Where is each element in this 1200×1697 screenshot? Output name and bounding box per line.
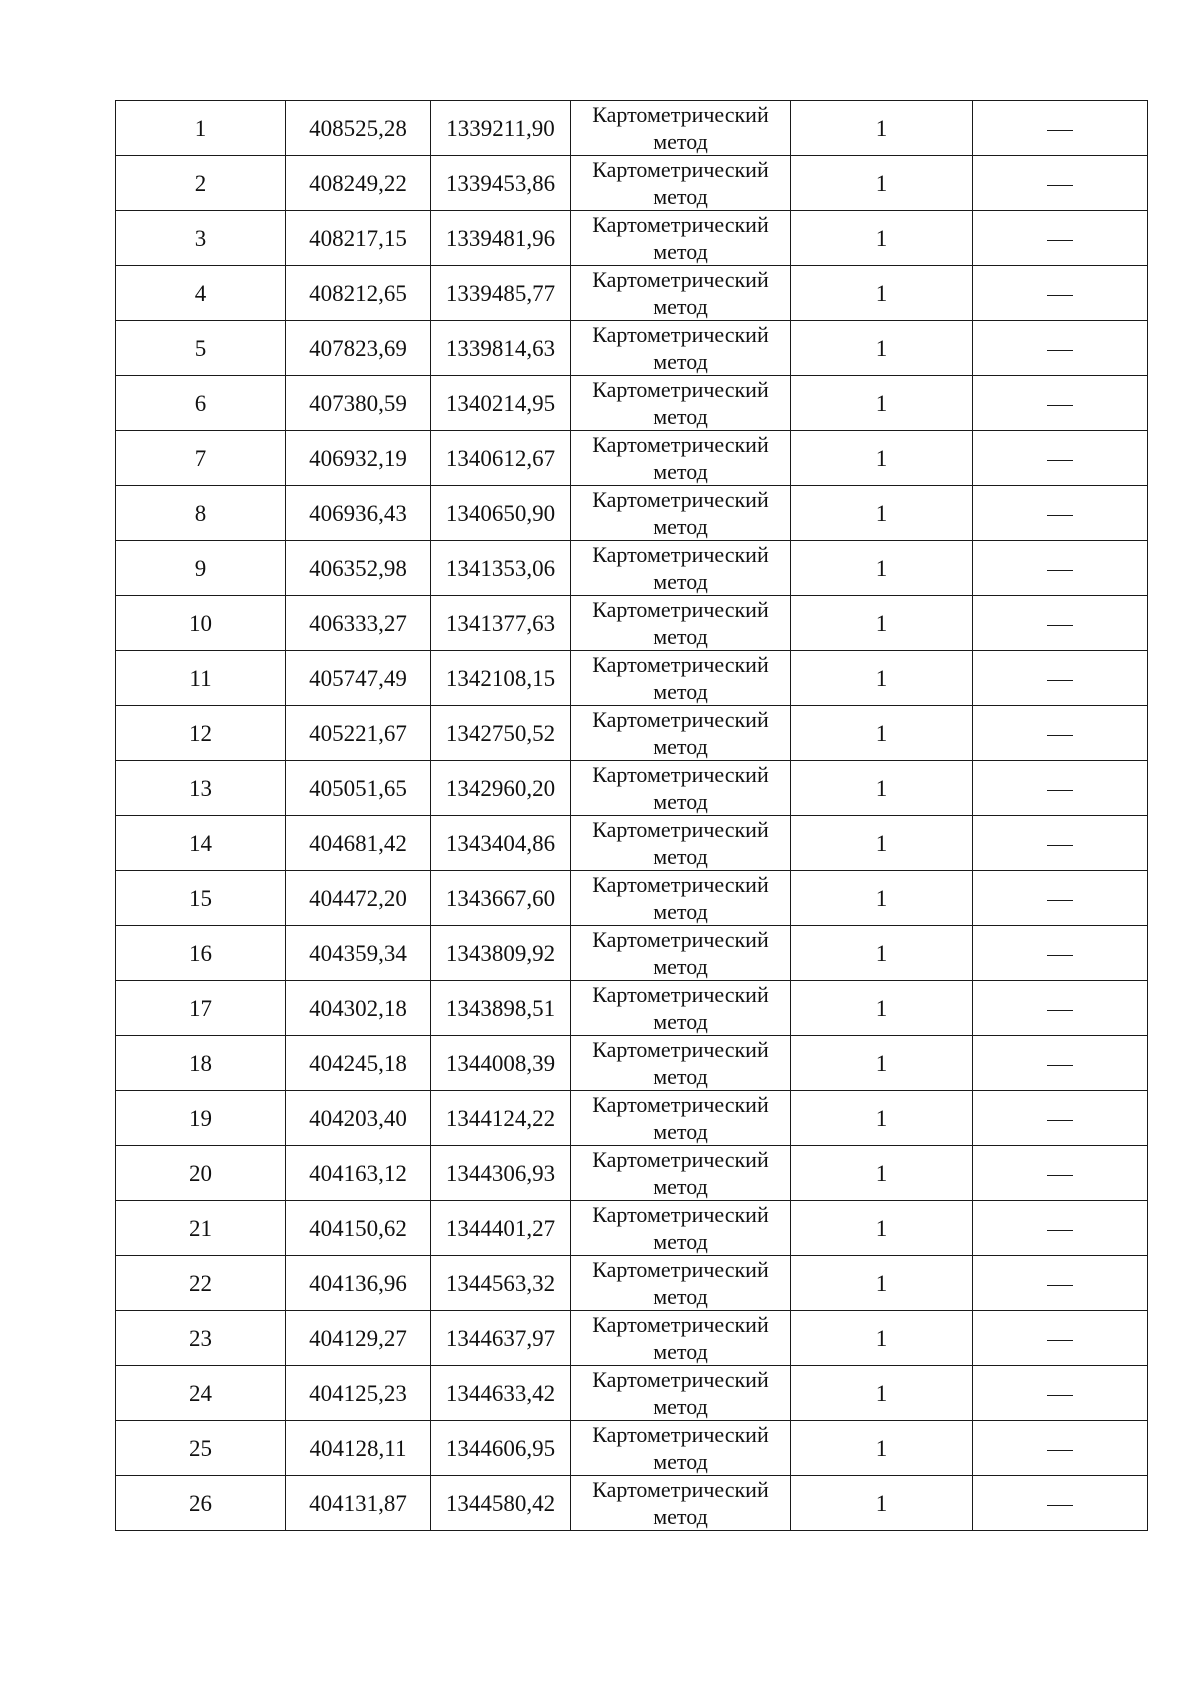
method-cell [571, 1201, 791, 1256]
point-number-cell: 13 [116, 761, 286, 816]
table-row [116, 1366, 1148, 1421]
table-row [116, 541, 1148, 596]
method-cell [571, 431, 791, 486]
method-line-2: метод [653, 734, 708, 759]
table-row [116, 926, 1148, 981]
method-line-1: Картометрический [592, 1477, 769, 1502]
y-coordinate-cell: 1344124,22 [431, 1091, 571, 1146]
accuracy-cell: 1 [791, 871, 973, 926]
note-cell [973, 1146, 1148, 1201]
x-coordinate-cell: 404359,34 [286, 926, 431, 981]
method-line-1: Картометрический [592, 1202, 769, 1227]
x-coordinate-cell: 408525,28 [286, 101, 431, 156]
point-number-cell: 18 [116, 1036, 286, 1091]
method-cell [571, 761, 791, 816]
method-cell [571, 1036, 791, 1091]
table-row [116, 761, 1148, 816]
accuracy-cell: 1 [791, 1091, 973, 1146]
note-cell [973, 816, 1148, 871]
x-coordinate-cell: 404150,62 [286, 1201, 431, 1256]
accuracy-cell: 1 [791, 211, 973, 266]
y-coordinate-cell: 1339481,96 [431, 211, 571, 266]
method-line-2: метод [653, 459, 708, 484]
method-cell [571, 156, 791, 211]
x-coordinate-cell: 404128,11 [286, 1421, 431, 1476]
method-line-2: метод [653, 1449, 708, 1474]
note-cell [973, 1201, 1148, 1256]
accuracy-cell: 1 [791, 486, 973, 541]
table-row [116, 651, 1148, 706]
point-number-cell: 6 [116, 376, 286, 431]
table-row [116, 1091, 1148, 1146]
point-number-cell: 2 [116, 156, 286, 211]
point-number-cell: 3 [116, 211, 286, 266]
table-row [116, 156, 1148, 211]
accuracy-cell: 1 [791, 431, 973, 486]
dash-mark [1047, 1010, 1073, 1011]
x-coordinate-cell: 405051,65 [286, 761, 431, 816]
method-line-2: метод [653, 899, 708, 924]
method-cell [571, 1256, 791, 1311]
point-number-cell: 7 [116, 431, 286, 486]
accuracy-cell: 1 [791, 651, 973, 706]
point-number-cell: 10 [116, 596, 286, 651]
method-cell [571, 266, 791, 321]
method-cell [571, 541, 791, 596]
dash-mark [1047, 350, 1073, 351]
x-coordinate-cell: 405747,49 [286, 651, 431, 706]
table-row [116, 1421, 1148, 1476]
note-cell [973, 1476, 1148, 1531]
method-line-2: метод [653, 679, 708, 704]
x-coordinate-cell: 404163,12 [286, 1146, 431, 1201]
y-coordinate-cell: 1344580,42 [431, 1476, 571, 1531]
dash-mark [1047, 625, 1073, 626]
point-number-cell: 11 [116, 651, 286, 706]
note-cell [973, 871, 1148, 926]
y-coordinate-cell: 1343898,51 [431, 981, 571, 1036]
method-cell [571, 926, 791, 981]
method-line-2: метод [653, 1394, 708, 1419]
dash-mark [1047, 295, 1073, 296]
accuracy-cell: 1 [791, 1311, 973, 1366]
method-line-1: Картометрический [592, 542, 769, 567]
note-cell [973, 101, 1148, 156]
point-number-cell: 25 [116, 1421, 286, 1476]
y-coordinate-cell: 1343404,86 [431, 816, 571, 871]
method-line-2: метод [653, 294, 708, 319]
point-number-cell: 15 [116, 871, 286, 926]
table-row [116, 596, 1148, 651]
y-coordinate-cell: 1344637,97 [431, 1311, 571, 1366]
dash-mark [1047, 185, 1073, 186]
y-coordinate-cell: 1344633,42 [431, 1366, 571, 1421]
accuracy-cell: 1 [791, 1201, 973, 1256]
x-coordinate-cell: 406932,19 [286, 431, 431, 486]
y-coordinate-cell: 1343809,92 [431, 926, 571, 981]
point-number-cell: 19 [116, 1091, 286, 1146]
table-row [116, 486, 1148, 541]
method-cell [571, 1091, 791, 1146]
method-line-2: метод [653, 954, 708, 979]
method-line-1: Картометрический [592, 982, 769, 1007]
y-coordinate-cell: 1340612,67 [431, 431, 571, 486]
method-cell [571, 651, 791, 706]
dash-mark [1047, 790, 1073, 791]
method-cell [571, 981, 791, 1036]
table-row [116, 871, 1148, 926]
method-line-1: Картометрический [592, 377, 769, 402]
y-coordinate-cell: 1344606,95 [431, 1421, 571, 1476]
x-coordinate-cell: 408212,65 [286, 266, 431, 321]
accuracy-cell: 1 [791, 156, 973, 211]
dash-mark [1047, 1395, 1073, 1396]
note-cell [973, 1256, 1148, 1311]
x-coordinate-cell: 405221,67 [286, 706, 431, 761]
table-row [116, 981, 1148, 1036]
method-line-1: Картометрический [592, 157, 769, 182]
method-line-2: метод [653, 404, 708, 429]
method-line-1: Картометрический [592, 1257, 769, 1282]
method-line-1: Картометрический [592, 322, 769, 347]
accuracy-cell: 1 [791, 321, 973, 376]
method-line-2: метод [653, 1339, 708, 1364]
table-row [116, 376, 1148, 431]
dash-mark [1047, 460, 1073, 461]
method-line-1: Картометрический [592, 817, 769, 842]
table-row [116, 1256, 1148, 1311]
method-cell [571, 1476, 791, 1531]
method-cell [571, 1311, 791, 1366]
method-cell [571, 596, 791, 651]
note-cell [973, 486, 1148, 541]
table-body [116, 101, 1148, 1531]
point-number-cell: 14 [116, 816, 286, 871]
note-cell [973, 431, 1148, 486]
dash-mark [1047, 955, 1073, 956]
method-line-1: Картометрический [592, 707, 769, 732]
accuracy-cell: 1 [791, 816, 973, 871]
note-cell [973, 211, 1148, 266]
x-coordinate-cell: 408217,15 [286, 211, 431, 266]
y-coordinate-cell: 1339453,86 [431, 156, 571, 211]
table-row [116, 816, 1148, 871]
method-line-1: Картометрический [592, 1092, 769, 1117]
method-line-2: метод [653, 624, 708, 649]
x-coordinate-cell: 404302,18 [286, 981, 431, 1036]
method-line-1: Картометрический [592, 1312, 769, 1337]
accuracy-cell: 1 [791, 376, 973, 431]
dash-mark [1047, 680, 1073, 681]
point-number-cell: 23 [116, 1311, 286, 1366]
accuracy-cell: 1 [791, 1421, 973, 1476]
method-line-2: метод [653, 184, 708, 209]
y-coordinate-cell: 1339814,63 [431, 321, 571, 376]
accuracy-cell: 1 [791, 926, 973, 981]
x-coordinate-cell: 408249,22 [286, 156, 431, 211]
method-line-2: метод [653, 1229, 708, 1254]
x-coordinate-cell: 407380,59 [286, 376, 431, 431]
table-row [116, 101, 1148, 156]
table-row [116, 431, 1148, 486]
method-cell [571, 1146, 791, 1201]
note-cell [973, 1091, 1148, 1146]
method-line-2: метод [653, 514, 708, 539]
accuracy-cell: 1 [791, 266, 973, 321]
y-coordinate-cell: 1342960,20 [431, 761, 571, 816]
method-line-2: метод [653, 569, 708, 594]
note-cell [973, 926, 1148, 981]
y-coordinate-cell: 1344008,39 [431, 1036, 571, 1091]
note-cell [973, 1366, 1148, 1421]
table-row [116, 1036, 1148, 1091]
method-line-1: Картометрический [592, 597, 769, 622]
y-coordinate-cell: 1344563,32 [431, 1256, 571, 1311]
note-cell [973, 321, 1148, 376]
dash-mark [1047, 1450, 1073, 1451]
accuracy-cell: 1 [791, 981, 973, 1036]
method-cell [571, 321, 791, 376]
point-number-cell: 26 [116, 1476, 286, 1531]
x-coordinate-cell: 404203,40 [286, 1091, 431, 1146]
x-coordinate-cell: 404136,96 [286, 1256, 431, 1311]
note-cell [973, 1311, 1148, 1366]
dash-mark [1047, 240, 1073, 241]
method-line-1: Картометрический [592, 267, 769, 292]
y-coordinate-cell: 1340214,95 [431, 376, 571, 431]
y-coordinate-cell: 1344401,27 [431, 1201, 571, 1256]
table-row [116, 266, 1148, 321]
x-coordinate-cell: 404129,27 [286, 1311, 431, 1366]
method-cell [571, 211, 791, 266]
accuracy-cell: 1 [791, 596, 973, 651]
note-cell [973, 761, 1148, 816]
note-cell [973, 1421, 1148, 1476]
method-line-2: метод [653, 349, 708, 374]
note-cell [973, 376, 1148, 431]
accuracy-cell: 1 [791, 706, 973, 761]
method-line-1: Картометрический [592, 487, 769, 512]
x-coordinate-cell: 404125,23 [286, 1366, 431, 1421]
point-number-cell: 16 [116, 926, 286, 981]
method-line-2: метод [653, 1174, 708, 1199]
coordinates-table [115, 100, 1148, 1531]
table-row [116, 1476, 1148, 1531]
point-number-cell: 12 [116, 706, 286, 761]
method-line-1: Картометрический [592, 1422, 769, 1447]
note-cell [973, 541, 1148, 596]
dash-mark [1047, 1120, 1073, 1121]
method-line-1: Картометрический [592, 1037, 769, 1062]
dash-mark [1047, 900, 1073, 901]
x-coordinate-cell: 404245,18 [286, 1036, 431, 1091]
y-coordinate-cell: 1341377,63 [431, 596, 571, 651]
dash-mark [1047, 1340, 1073, 1341]
table-row [116, 1201, 1148, 1256]
method-cell [571, 376, 791, 431]
method-cell [571, 816, 791, 871]
accuracy-cell: 1 [791, 101, 973, 156]
note-cell [973, 651, 1148, 706]
method-line-1: Картометрический [592, 432, 769, 457]
dash-mark [1047, 735, 1073, 736]
method-line-2: метод [653, 1119, 708, 1144]
point-number-cell: 22 [116, 1256, 286, 1311]
note-cell [973, 1036, 1148, 1091]
point-number-cell: 21 [116, 1201, 286, 1256]
note-cell [973, 156, 1148, 211]
point-number-cell: 24 [116, 1366, 286, 1421]
y-coordinate-cell: 1339211,90 [431, 101, 571, 156]
point-number-cell: 8 [116, 486, 286, 541]
y-coordinate-cell: 1341353,06 [431, 541, 571, 596]
x-coordinate-cell: 406936,43 [286, 486, 431, 541]
y-coordinate-cell: 1340650,90 [431, 486, 571, 541]
accuracy-cell: 1 [791, 1256, 973, 1311]
method-line-2: метод [653, 129, 708, 154]
method-cell [571, 1366, 791, 1421]
method-line-1: Картометрический [592, 1147, 769, 1172]
x-coordinate-cell: 406333,27 [286, 596, 431, 651]
point-number-cell: 5 [116, 321, 286, 376]
accuracy-cell: 1 [791, 541, 973, 596]
method-line-2: метод [653, 1009, 708, 1034]
y-coordinate-cell: 1342108,15 [431, 651, 571, 706]
y-coordinate-cell: 1339485,77 [431, 266, 571, 321]
dash-mark [1047, 515, 1073, 516]
accuracy-cell: 1 [791, 1036, 973, 1091]
dash-mark [1047, 405, 1073, 406]
note-cell [973, 596, 1148, 651]
accuracy-cell: 1 [791, 761, 973, 816]
accuracy-cell: 1 [791, 1146, 973, 1201]
point-number-cell: 9 [116, 541, 286, 596]
method-line-1: Картометрический [592, 652, 769, 677]
method-line-2: метод [653, 789, 708, 814]
method-cell [571, 1421, 791, 1476]
dash-mark [1047, 570, 1073, 571]
point-number-cell: 4 [116, 266, 286, 321]
method-line-1: Картометрический [592, 102, 769, 127]
method-line-1: Картометрический [592, 872, 769, 897]
method-line-1: Картометрический [592, 927, 769, 952]
dash-mark [1047, 1175, 1073, 1176]
dash-mark [1047, 1505, 1073, 1506]
method-line-2: метод [653, 1284, 708, 1309]
point-number-cell: 20 [116, 1146, 286, 1201]
note-cell [973, 706, 1148, 761]
method-cell [571, 101, 791, 156]
dash-mark [1047, 130, 1073, 131]
table-row [116, 706, 1148, 761]
y-coordinate-cell: 1344306,93 [431, 1146, 571, 1201]
method-line-1: Картометрический [592, 212, 769, 237]
dash-mark [1047, 845, 1073, 846]
method-line-2: метод [653, 1064, 708, 1089]
method-line-2: метод [653, 844, 708, 869]
method-cell [571, 871, 791, 926]
table-row [116, 321, 1148, 376]
method-line-2: метод [653, 239, 708, 264]
dash-mark [1047, 1230, 1073, 1231]
method-cell [571, 486, 791, 541]
x-coordinate-cell: 404472,20 [286, 871, 431, 926]
dash-mark [1047, 1065, 1073, 1066]
y-coordinate-cell: 1342750,52 [431, 706, 571, 761]
method-line-1: Картометрический [592, 1367, 769, 1392]
method-line-2: метод [653, 1504, 708, 1529]
accuracy-cell: 1 [791, 1366, 973, 1421]
note-cell [973, 266, 1148, 321]
y-coordinate-cell: 1343667,60 [431, 871, 571, 926]
point-number-cell: 17 [116, 981, 286, 1036]
dash-mark [1047, 1285, 1073, 1286]
method-cell [571, 706, 791, 761]
table-row [116, 211, 1148, 266]
point-number-cell: 1 [116, 101, 286, 156]
note-cell [973, 981, 1148, 1036]
table-row [116, 1146, 1148, 1201]
accuracy-cell: 1 [791, 1476, 973, 1531]
x-coordinate-cell: 407823,69 [286, 321, 431, 376]
method-line-1: Картометрический [592, 762, 769, 787]
x-coordinate-cell: 404131,87 [286, 1476, 431, 1531]
x-coordinate-cell: 406352,98 [286, 541, 431, 596]
x-coordinate-cell: 404681,42 [286, 816, 431, 871]
table-row [116, 1311, 1148, 1366]
